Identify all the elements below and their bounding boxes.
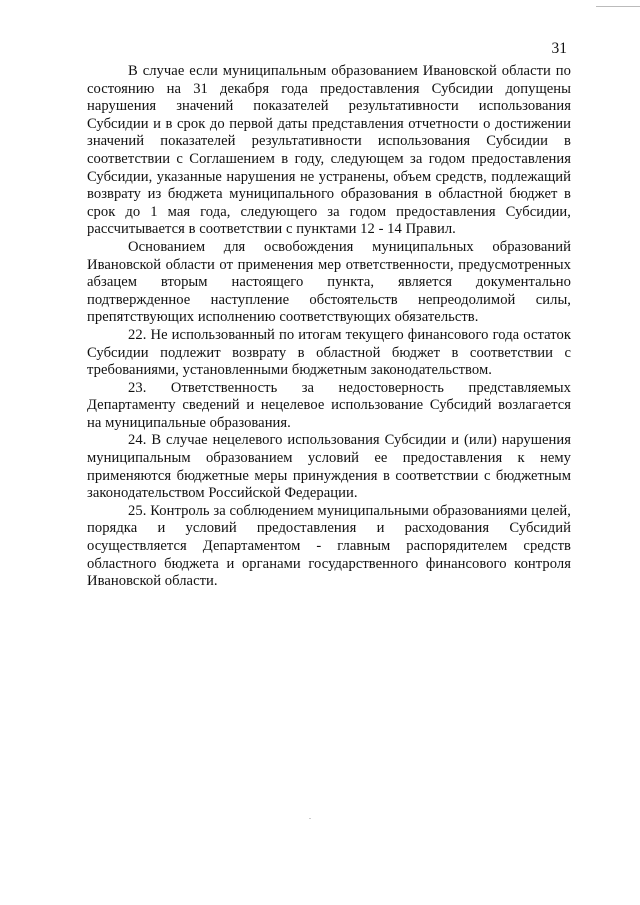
paragraph-force-majeure: Основанием для освобождения муниципальных образований Ивановской области от применения мер ответственности, предусмотренных абзацем вторым настоящего пункта, является документально подтвержденное наступление обстоятельств непреодолимой силы, препятствующих исполнению соответствующих обязательств. bbox=[87, 238, 571, 326]
scan-speck bbox=[309, 818, 311, 819]
paragraph-item-22: 22. Не использованный по итогам текущего финансового года остаток Субсидии подлежит возврату в областной бюджет в соответствии с требованиями, установленными бюджетным законодательством. bbox=[87, 326, 571, 379]
scan-edge-mark bbox=[596, 6, 640, 7]
page-number: 31 bbox=[551, 40, 567, 57]
document-body bbox=[87, 63, 571, 591]
paragraph-violation-refund: В случае если муниципальным образованием Ивановской области по состоянию на 31 декабря года предоставления Субсидии допущены нарушения значений показателей результативности использования Субсидии и в срок до первой даты представления отчетности о достижении значений показателей результативности использования Субсидии в соответствии с Соглашением в году, следующем за годом предоставления Субсидии, указанные нарушения не устранены, объем средств, подлежащий возврату из бюджета муниципального образования в областной бюджет в срок до 1 мая года, следующего за годом предоставления Субсидии, рассчитывается в соответствии с пунктами 12 - 14 Правил. bbox=[87, 63, 571, 238]
paragraph-item-23: 23. Ответственность за недостоверность представляемых Департаменту сведений и нецелевое использование Субсидий возлагается на муниципальные образования. bbox=[87, 379, 571, 431]
paragraph-item-25: 25. Контроль за соблюдением муниципальными образованиями целей, порядка и условий предоставления и расходования Субсидий осуществляется Департаментом - главным распорядителем средств областного бюджета и органами государственного финансового контроля Ивановской области. bbox=[87, 502, 571, 590]
paragraph-item-24: 24. В случае нецелевого использования Субсидии и (или) нарушения муниципальным образованием условий ее предоставления к нему применяются бюджетные меры принуждения в соответствии с бюджетным законодательством Российской Федерации. bbox=[87, 432, 571, 502]
